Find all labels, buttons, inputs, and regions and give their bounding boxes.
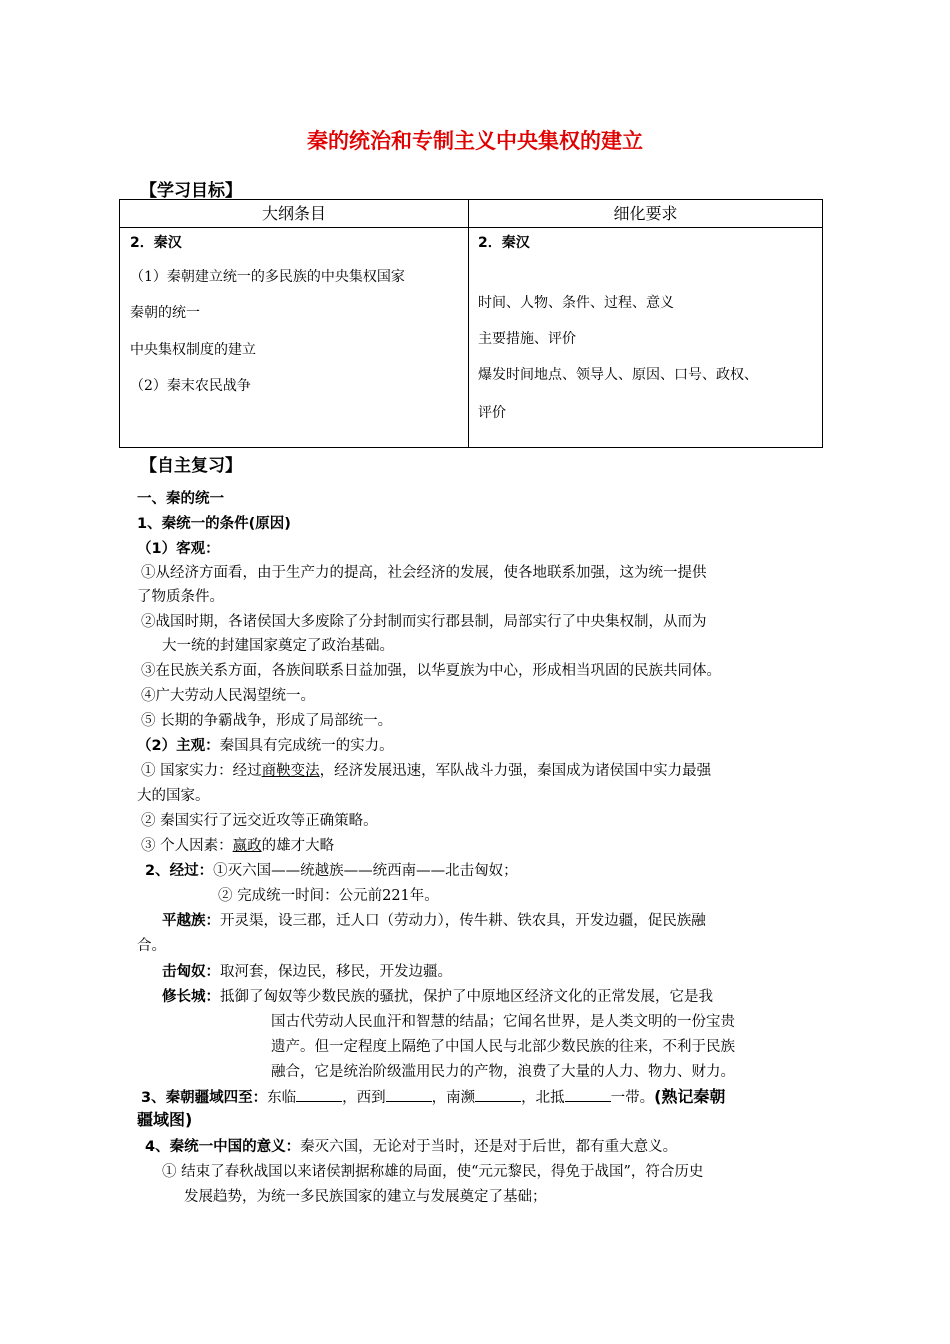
col1-header: 大纲条目 (120, 200, 469, 228)
text-line: ② 秦国实行了远交近攻等正确策略。 (141, 813, 378, 829)
text-span: 开灵渠，设三郡，迁人口（劳动力），传牛耕、铁农具，开发边疆，促民族融 (220, 913, 706, 929)
text-line (141, 836, 334, 856)
text-span: ① 国家实力：经过 (141, 763, 262, 779)
text-line: 融合，它是统治阶级滥用民力的产物，浪费了大量的人力、物力、财力。 (271, 1064, 735, 1080)
col2-header: 细化要求 (469, 200, 823, 228)
col1-line: （2）秦末农民战争 (130, 378, 251, 394)
text-span: ，南濒 (431, 1090, 476, 1106)
underlined-term: 嬴政 (232, 838, 262, 854)
text-line (137, 736, 394, 756)
col2-line: 评价 (478, 405, 506, 421)
sub-heading: 平越族： (162, 913, 220, 929)
col1-line: 秦朝的统一 (130, 305, 200, 321)
sub-heading: 修长城： (162, 989, 220, 1005)
col2-line: 时间、人物、条件、过程、意义 (478, 295, 674, 311)
col2-cell (469, 228, 823, 448)
text-line: ③在民族关系方面，各族间联系日益加强，以华夏族为中心，形成相当巩固的民族共同体。 (141, 663, 721, 679)
sub-heading: 3、秦朝疆域四至： (141, 1090, 268, 1106)
text-line (162, 911, 706, 931)
text-span: 抵御了匈奴等少数民族的骚扰，保护了中原地区经济文化的正常发展，它是我 (220, 989, 713, 1005)
text-line: ①从经济方面看，由于生产力的提高，社会经济的发展，使各地联系加强，这为统一提供 (141, 565, 707, 581)
text-line (162, 987, 713, 1007)
sub-heading: 4、秦统一中国的意义： (145, 1139, 301, 1155)
text-line: 合。 (137, 938, 166, 954)
section-heading: 一、秦的统一 (137, 491, 224, 507)
goals-table (119, 199, 823, 448)
col1-line: 2．秦汉 (130, 235, 182, 251)
text-line (145, 861, 518, 881)
sub-heading: （2）主观： (137, 738, 220, 754)
col2-line: 爆发时间地点、领导人、原因、口号、政权、 (478, 367, 758, 383)
text-line: ① 结束了春秋战国以来诸侯割据称雄的局面，使“元元黎民，得免于战国”，符合历史 (162, 1164, 704, 1180)
col1-cell (120, 228, 469, 448)
col2-line: 2．秦汉 (478, 235, 530, 251)
text-line: 了物质条件。 (137, 589, 224, 605)
goals-header: 【学习目标】 (140, 181, 242, 201)
blank-line (296, 1087, 342, 1102)
text-line: 国古代劳动人民血汗和智慧的结晶；它闻名世界，是人类文明的一份宝贵 (271, 1014, 735, 1030)
text-line: ⑤ 长期的争霸战争，形成了局部统一。 (141, 713, 393, 729)
page-title: 秦的统治和专制主义中央集权的建立 (307, 129, 643, 153)
text-line: 大的国家。 (137, 788, 210, 804)
review-header: 【自主复习】 (140, 456, 242, 476)
col1-line: 中央集权制度的建立 (130, 342, 256, 358)
text-line: 遗产。但一定程度上隔绝了中国人民与北部少数民族的往来，不利于民族 (271, 1039, 735, 1055)
text-line: ②战国时期，各诸侯国大多废除了分封制而实行郡县制，局部实行了中央集权制，从而为 (141, 614, 707, 630)
text-span: 的雄才大略 (261, 838, 335, 854)
text-line: 大一统的封建国家奠定了政治基础。 (162, 638, 394, 654)
text-line (141, 1087, 725, 1108)
text-span: ①灭六国——统越族——统西南——北击匈奴； (213, 863, 518, 879)
text-span: 东临 (267, 1090, 297, 1106)
col1-line: （1）秦朝建立统一的多民族的中央集权国家 (130, 269, 405, 285)
text-span: 秦国具有完成统一的实力。 (219, 738, 394, 754)
text-span: ，北抵 (521, 1090, 565, 1106)
text-span: 秦灭六国，无论对于当时，还是对于后世，都有重大意义。 (300, 1139, 678, 1155)
section-heading: 1、秦统一的条件(原因) (137, 516, 291, 532)
text-span: ③ 个人因素： (141, 838, 233, 854)
blank-line (565, 1087, 611, 1102)
sub-heading: （1）客观： (137, 541, 220, 557)
sub-heading: 2、经过： (145, 863, 214, 879)
underlined-term: 商鞅变法 (261, 763, 320, 779)
text-line: 发展趋势，为统一多民族国家的建立与发展奠定了基础； (184, 1189, 547, 1205)
blank-line (386, 1087, 432, 1102)
text-line: ② 完成统一时间：公元前221年。 (218, 888, 439, 904)
text-span: ，西到 (342, 1090, 386, 1106)
text-line (141, 761, 711, 781)
text-line: ④广大劳动人民渴望统一。 (141, 688, 315, 704)
text-line (162, 962, 452, 982)
text-span: 取河套，保边民，移民，开发边疆。 (220, 964, 452, 980)
note-text: 疆域图) (137, 1110, 193, 1129)
text-span: 一带。 (610, 1090, 655, 1106)
text-line (145, 1137, 677, 1157)
col2-line: 主要措施、评价 (478, 331, 576, 347)
text-span: ，经济发展迅速，军队战斗力强，秦国成为诸侯国中实力最强 (319, 763, 712, 779)
blank-line (475, 1087, 521, 1102)
sub-heading: 击匈奴： (162, 964, 220, 980)
note-text: (熟记秦朝 (654, 1087, 726, 1106)
